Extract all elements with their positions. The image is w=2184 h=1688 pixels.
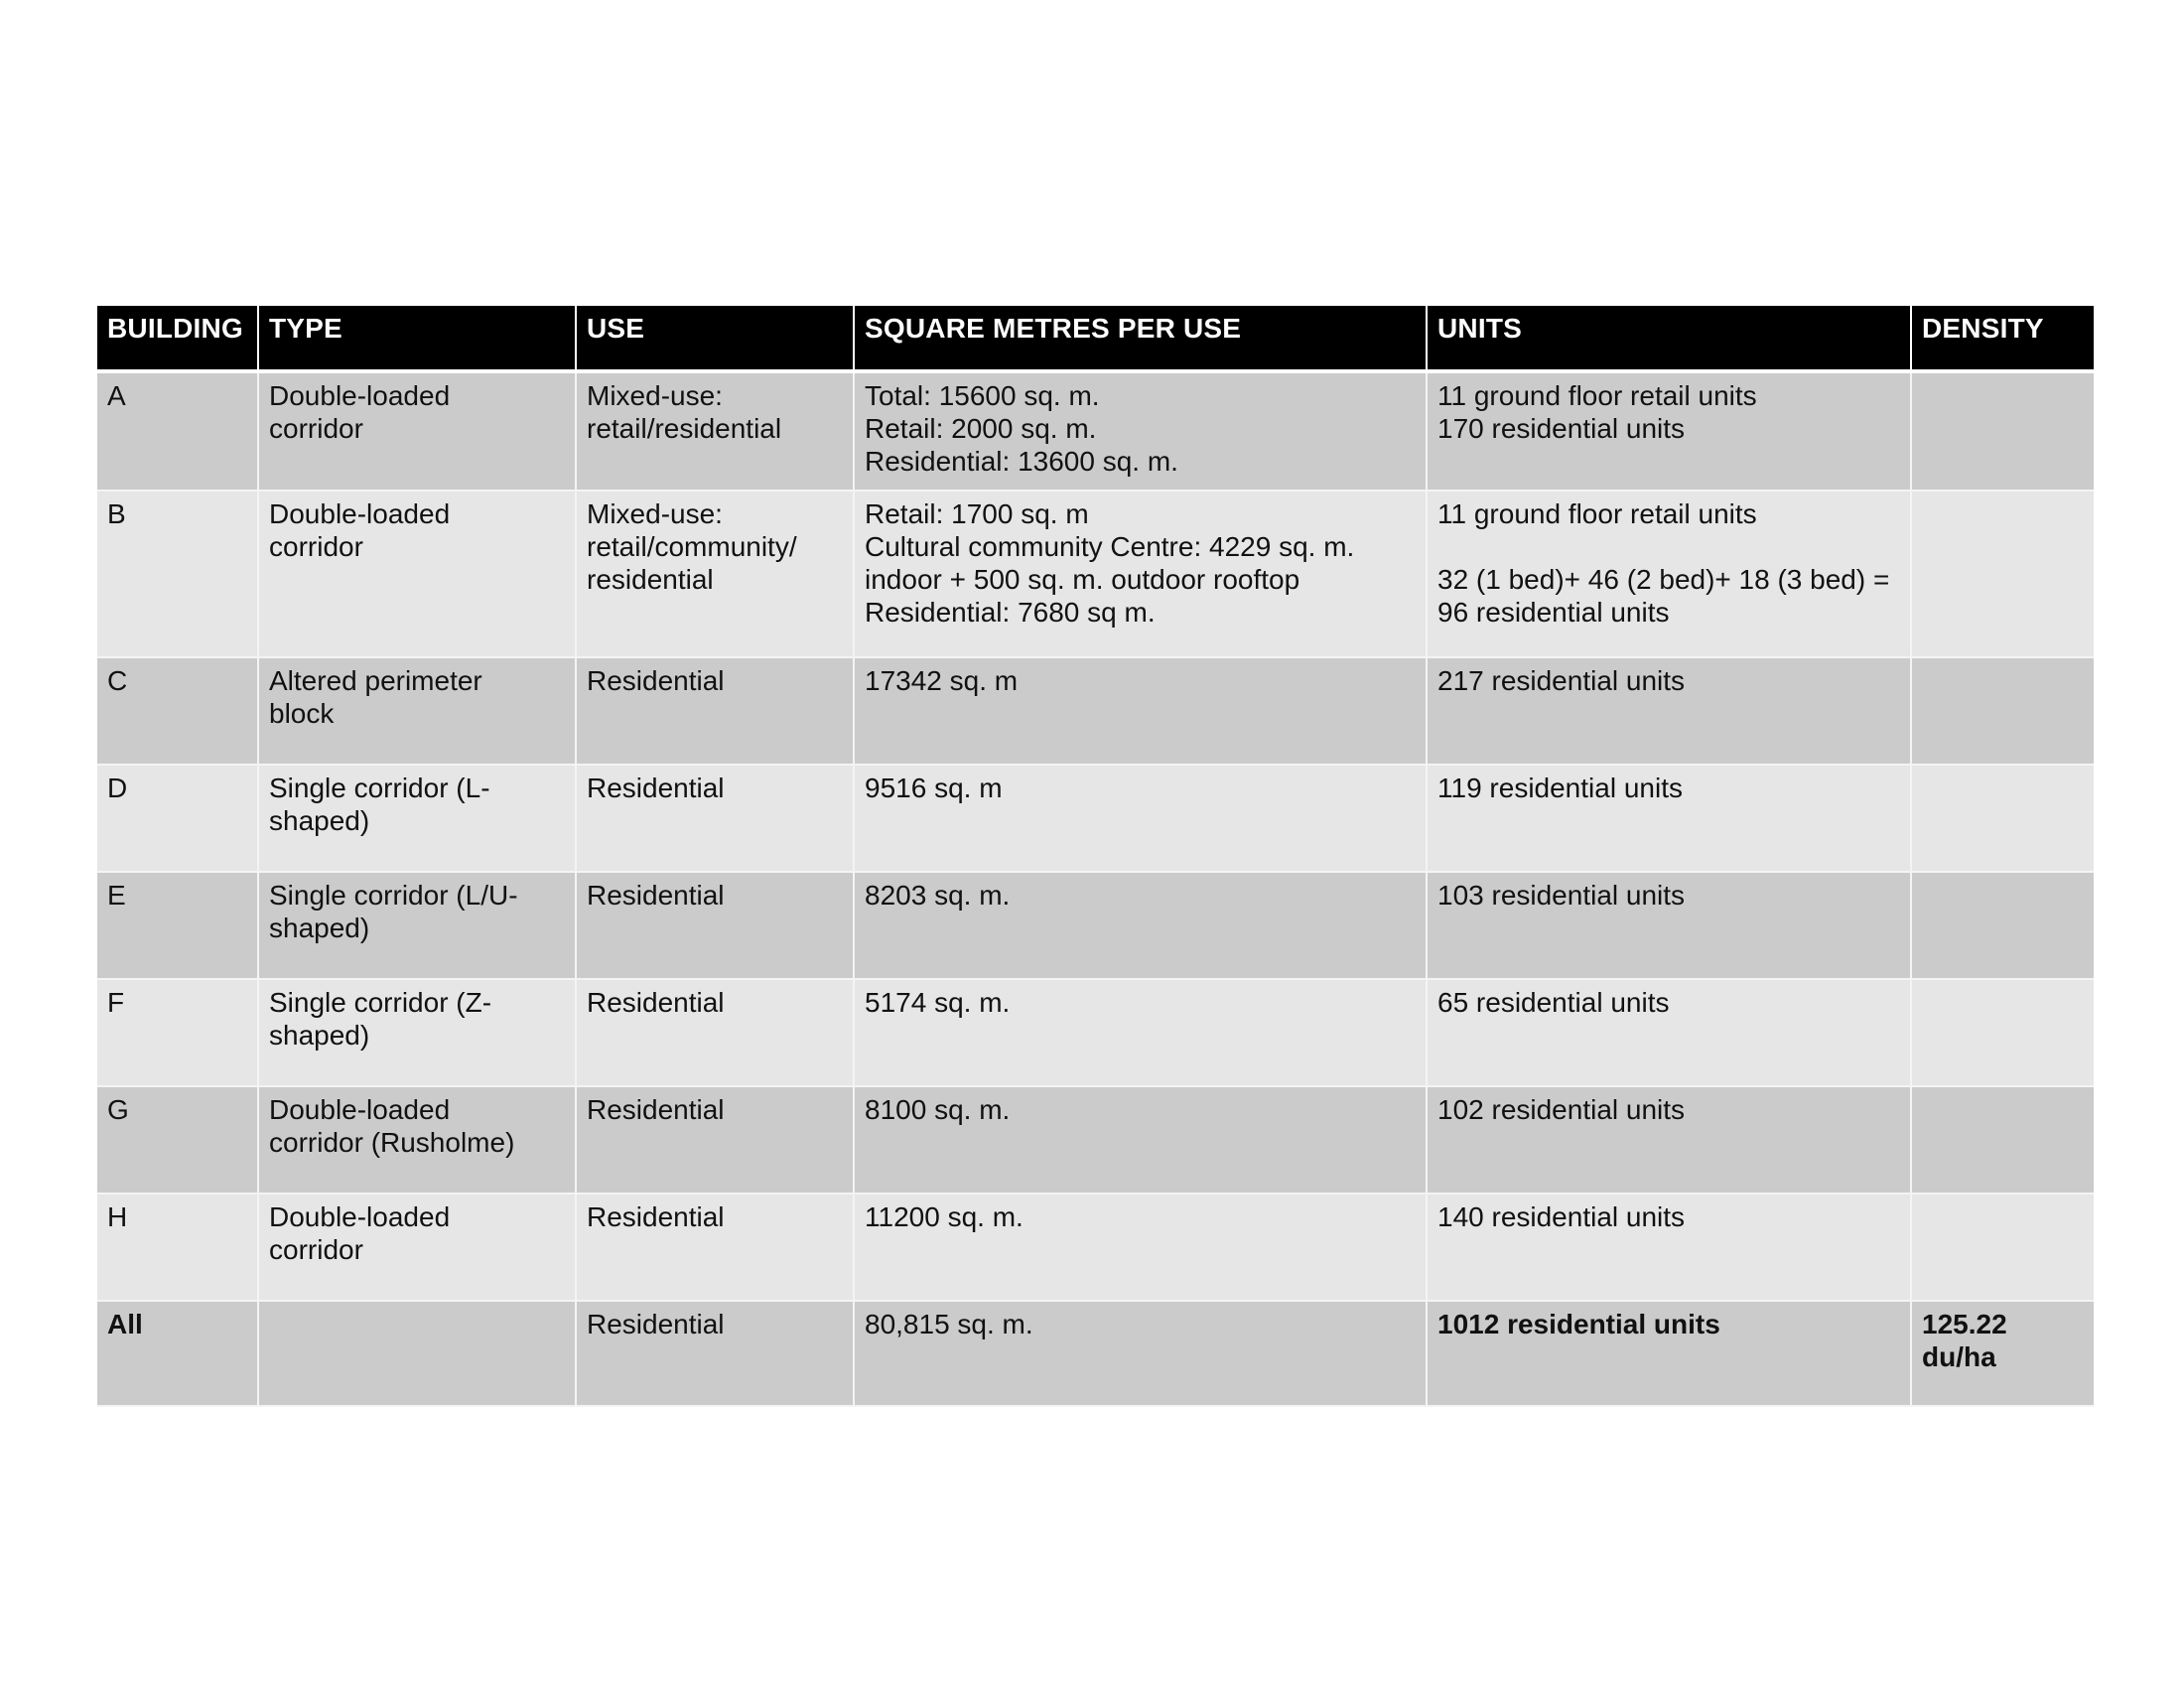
- cell-building: E: [97, 872, 258, 979]
- cell-square-metres: 17342 sq. m: [854, 657, 1427, 765]
- cell-building: F: [97, 979, 258, 1086]
- cell-square-metres: Retail: 1700 sq. m Cultural community Centre: 4229 sq. m. indoor + 500 sq. m. outdoor rooftop Residential: 7680 sq m.: [854, 491, 1427, 657]
- header-use: USE: [576, 306, 854, 371]
- table-row: [97, 979, 2094, 1086]
- cell-density: [1911, 491, 2094, 657]
- total-density: 125.22 du/ha: [1911, 1301, 2094, 1406]
- total-square-metres: 80,815 sq. m.: [854, 1301, 1427, 1406]
- total-type: [258, 1301, 576, 1406]
- total-units: 1012 residential units: [1427, 1301, 1911, 1406]
- total-building: All: [97, 1301, 258, 1406]
- cell-use: Residential: [576, 1086, 854, 1194]
- table-row: [97, 491, 2094, 657]
- cell-building: C: [97, 657, 258, 765]
- cell-density: [1911, 872, 2094, 979]
- cell-use: Residential: [576, 657, 854, 765]
- cell-square-metres: 8203 sq. m.: [854, 872, 1427, 979]
- table-row: [97, 765, 2094, 872]
- header-units: UNITS: [1427, 306, 1911, 371]
- cell-type: Double-loaded corridor: [258, 491, 576, 657]
- cell-units: 103 residential units: [1427, 872, 1911, 979]
- cell-use: Residential: [576, 872, 854, 979]
- total-use: Residential: [576, 1301, 854, 1406]
- cell-density: [1911, 371, 2094, 491]
- header-building: BUILDING: [97, 306, 258, 371]
- cell-units: 217 residential units: [1427, 657, 1911, 765]
- cell-units: 102 residential units: [1427, 1086, 1911, 1194]
- building-summary-table: [97, 306, 2094, 1407]
- cell-units: 11 ground floor retail units 32 (1 bed)+ 46 (2 bed)+ 18 (3 bed) = 96 residential units: [1427, 491, 1911, 657]
- cell-square-metres: 8100 sq. m.: [854, 1086, 1427, 1194]
- cell-type: Altered perimeter block: [258, 657, 576, 765]
- table-row: [97, 657, 2094, 765]
- cell-type: Single corridor (L/U- shaped): [258, 872, 576, 979]
- table-row: [97, 371, 2094, 491]
- cell-units: 11 ground floor retail units 170 residential units: [1427, 371, 1911, 491]
- cell-building: G: [97, 1086, 258, 1194]
- cell-type: Double-loaded corridor: [258, 1194, 576, 1301]
- table-row: [97, 1194, 2094, 1301]
- cell-type: Double-loaded corridor (Rusholme): [258, 1086, 576, 1194]
- table-row: [97, 1086, 2094, 1194]
- header-density: DENSITY: [1911, 306, 2094, 371]
- cell-square-metres: 9516 sq. m: [854, 765, 1427, 872]
- cell-use: Mixed-use: retail/residential: [576, 371, 854, 491]
- cell-building: H: [97, 1194, 258, 1301]
- cell-use: Residential: [576, 765, 854, 872]
- cell-density: [1911, 1086, 2094, 1194]
- header-type: TYPE: [258, 306, 576, 371]
- header-row: [97, 306, 2094, 371]
- cell-density: [1911, 765, 2094, 872]
- header-square-metres: SQUARE METRES PER USE: [854, 306, 1427, 371]
- total-row: [97, 1301, 2094, 1406]
- cell-density: [1911, 979, 2094, 1086]
- cell-use: Residential: [576, 1194, 854, 1301]
- cell-density: [1911, 657, 2094, 765]
- cell-type: Double-loaded corridor: [258, 371, 576, 491]
- cell-use: Residential: [576, 979, 854, 1086]
- cell-building: A: [97, 371, 258, 491]
- cell-type: Single corridor (Z- shaped): [258, 979, 576, 1086]
- cell-units: 65 residential units: [1427, 979, 1911, 1086]
- cell-units: 119 residential units: [1427, 765, 1911, 872]
- cell-use: Mixed-use: retail/community/ residential: [576, 491, 854, 657]
- cell-square-metres: 11200 sq. m.: [854, 1194, 1427, 1301]
- cell-density: [1911, 1194, 2094, 1301]
- table-row: [97, 872, 2094, 979]
- cell-square-metres: Total: 15600 sq. m. Retail: 2000 sq. m. Residential: 13600 sq. m.: [854, 371, 1427, 491]
- cell-building: D: [97, 765, 258, 872]
- cell-square-metres: 5174 sq. m.: [854, 979, 1427, 1086]
- cell-type: Single corridor (L- shaped): [258, 765, 576, 872]
- cell-building: B: [97, 491, 258, 657]
- cell-units: 140 residential units: [1427, 1194, 1911, 1301]
